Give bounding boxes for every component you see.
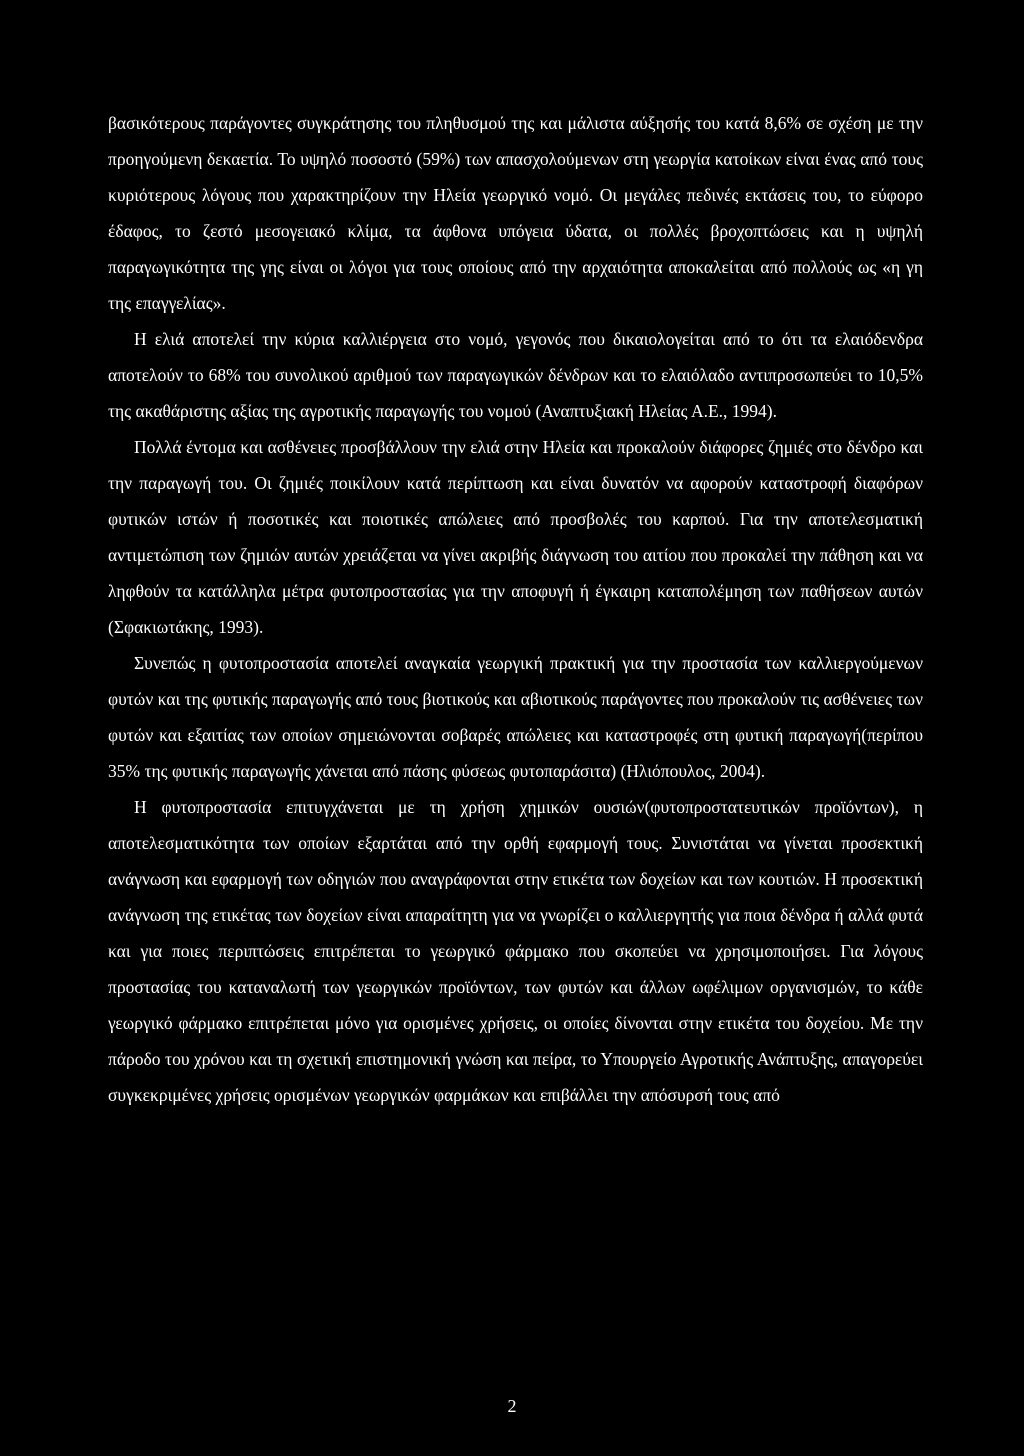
paragraph-population: βασικότερους παράγοντες συγκράτησης του πληθυσμού της και μάλιστα αύξησής του κατά 8,6% σε σχέση με την προηγούμενη δεκαετία. Το υψηλό ποσοστό (59%) των απασχολούμενων στη γεωργία κατοίκων είναι ένας από τους κυριότερους λόγους που χαρακτηρίζουν την Ηλεία γεωργικό νομό. Οι μεγάλες πεδινές εκτάσεις του, το εύφορο έδαφος, το ζεστό μεσογειακό κλίμα, τα άφθονα υπόγεια ύδατα, οι πολλές βροχοπτώσεις και η υψηλή παραγωγικότητα της γης είναι οι λόγοι για τους οποίους από την αρχαιότητα αποκαλείται από πολλούς ως «η γη της επαγγελίας». bbox=[108, 113, 923, 313]
paragraph-pests-diseases: Πολλά έντομα και ασθένειες προσβάλλουν την ελιά στην Ηλεία και προκαλούν διάφορες ζημιές στο δένδρο και την παραγωγή του. Οι ζημιές ποικίλουν κατά περίπτωση και είναι δυνατόν να αφορούν καταστροφή διαφόρων φυτικών ιστών ή ποσοτικές και ποιοτικές απώλειες από προσβολές του καρπού. Για την αποτελεσματική αντιμετώπιση των ζημιών αυτών χρειάζεται να γίνει ακριβής διάγνωση του αιτίου που προκαλεί την πάθηση και να ληφθούν τα κατάλληλα μέτρα φυτοπροστασίας για την αποφυγή ή έγκαιρη καταπολέμηση των παθήσεων αυτών (Σφακιωτάκης, 1993). bbox=[108, 437, 923, 637]
page-number: 2 bbox=[507, 1396, 517, 1416]
paragraph-olive-cultivation: Η ελιά αποτελεί την κύρια καλλιέργεια στο νομό, γεγονός που δικαιολογείται από το ότι τα ελαιόδενδρα αποτελούν το 68% του συνολικού αριθμού των παραγωγικών δένδρων και το ελαιόλαδο αντιπροσωπεύει το 10,5% της ακαθάριστης αξίας της αγροτικής παραγωγής του νομού (Αναπτυξιακή Ηλείας Α.Ε., 1994). bbox=[108, 329, 923, 421]
paragraph-plant-protection: Συνεπώς η φυτοπροστασία αποτελεί αναγκαία γεωργική πρακτική για την προστασία των καλλιεργούμενων φυτών και της φυτικής παραγωγής από τους βιοτικούς και αβιοτικούς παράγοντες που προκαλούν τις ασθένειες των φυτών και εξαιτίας των οποίων σημειώνονται σοβαρές απώλειες και καταστροφές στη φυτική παραγωγή(περίπου 35% της φυτικής παραγωγής χάνεται από πάσης φύσεως φυτοπαράσιτα) (Ηλιόπουλος, 2004). bbox=[108, 653, 923, 781]
paragraph-chemical-use: Η φυτοπροστασία επιτυγχάνεται με τη χρήση χημικών ουσιών(φυτοπροστατευτικών προϊόντων), η αποτελεσματικότητα των οποίων εξαρτάται από την ορθή εφαρμογή τους. Συνιστάται να γίνεται προσεκτική ανάγνωση και εφαρμογή των οδηγιών που αναγράφονται στην ετικέτα των δοχείων και των κουτιών. Η προσεκτική ανάγνωση της ετικέτας των δοχείων είναι απαραίτητη για να γνωρίζει ο καλλιεργητής για ποια δένδρα ή αλλά φυτά και για ποιες περιπτώσεις επιτρέπεται το γεωργικό φάρμακο που σκοπεύει να χρησιμοποιήσει. Για λόγους προστασίας του καταναλωτή των γεωργικών προϊόντων, των φυτών και άλλων ωφέλιμων οργανισμών, το κάθε γεωργικό φάρμακο επιτρέπεται μόνο για ορισμένες χρήσεις, οι οποίες δίνονται στην ετικέτα του δοχείου. Με την πάροδο του χρόνου και τη σχετική επιστημονική γνώση και πείρα, το Υπουργείο Αγροτικής Ανάπτυξης, απαγορεύει συγκεκριμένες χρήσεις ορισμένων γεωργικών φαρμάκων και επιβάλλει την απόσυρσή τους από bbox=[108, 797, 923, 1105]
page-body bbox=[108, 105, 923, 1113]
